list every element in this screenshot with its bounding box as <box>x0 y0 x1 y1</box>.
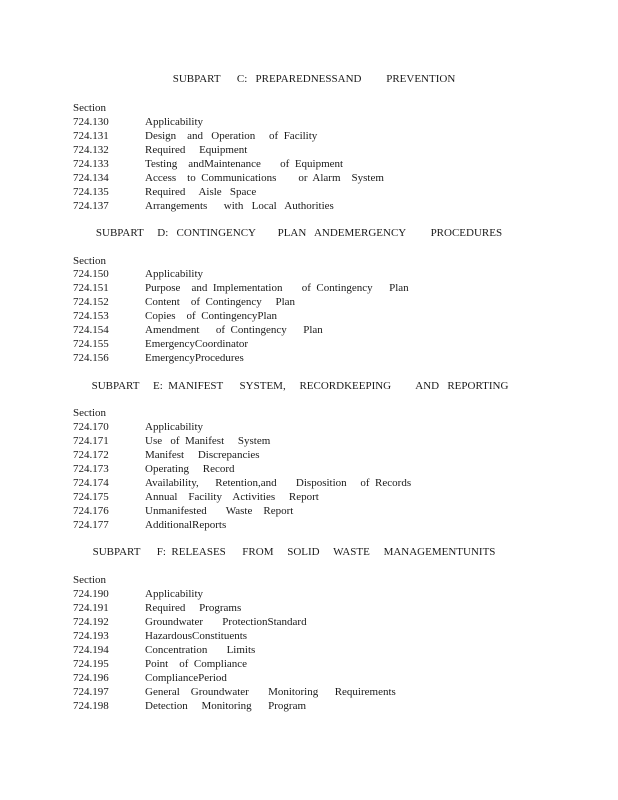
section-title: Unmanifested Waste Report <box>145 505 294 517</box>
section-title: Manifest Discrepancies <box>145 449 260 461</box>
toc-row <box>73 685 593 699</box>
toc-row <box>73 643 593 657</box>
section-number: 724.194 <box>73 644 109 656</box>
section-number: 724.137 <box>73 200 109 212</box>
section-title: Content of Contingency Plan <box>145 296 296 308</box>
section-number: 724.154 <box>73 324 109 336</box>
toc-row <box>73 504 593 518</box>
section-title: EmergencyProcedures <box>145 352 244 364</box>
toc-row <box>73 434 593 448</box>
section-title: Groundwater ProtectionStandard <box>145 616 307 628</box>
section-title: Applicability <box>145 588 204 600</box>
toc-row <box>73 699 593 713</box>
section-number: 724.150 <box>73 268 109 280</box>
toc-row <box>73 143 593 157</box>
section-title: General Groundwater Monitoring Requirements <box>145 686 396 698</box>
toc-row <box>73 129 593 143</box>
section-title: Applicability <box>145 268 204 280</box>
section-title: Required Equipment <box>145 144 248 156</box>
section-title: Required Programs <box>145 602 242 614</box>
section-title: Detection Monitoring Program <box>145 700 307 712</box>
toc-row <box>73 615 593 629</box>
section-label: Section <box>73 102 106 114</box>
section-title: Access to Communications or Alarm System <box>145 172 384 184</box>
section-title: Concentration Limits <box>145 644 256 656</box>
toc-row <box>73 281 593 295</box>
section-number: 724.153 <box>73 310 109 322</box>
toc-row <box>73 518 593 532</box>
toc-row <box>73 462 593 476</box>
section-title: Arrangements with Local Authorities <box>145 200 334 212</box>
section-title: Operating Record <box>145 463 235 475</box>
subpart-heading: SUBPART C: PREPAREDNESSAND PREVENTION <box>172 73 456 85</box>
section-label: Section <box>73 255 106 267</box>
toc-row <box>73 629 593 643</box>
section-number: 724.174 <box>73 477 109 489</box>
section-number: 724.193 <box>73 630 109 642</box>
toc-row <box>73 185 593 199</box>
section-number: 724.170 <box>73 421 109 433</box>
section-number: 724.196 <box>73 672 109 684</box>
subpart-heading: SUBPART D: CONTINGENCY PLAN ANDEMERGENCY PROCEDURES <box>95 227 503 239</box>
section-number: 724.197 <box>73 686 109 698</box>
toc-row <box>73 351 593 365</box>
section-title: Design and Operation of Facility <box>145 130 318 142</box>
section-number: 724.151 <box>73 282 109 294</box>
section-title: Use of Manifest System <box>145 435 271 447</box>
section-title: Availability, Retention,and Disposition of Records <box>145 477 412 489</box>
section-title: Applicability <box>145 116 204 128</box>
section-number: 724.171 <box>73 435 109 447</box>
section-number: 724.177 <box>73 519 109 531</box>
section-title: CompliancePeriod <box>145 672 227 684</box>
section-title: Applicability <box>145 421 204 433</box>
toc-row <box>73 295 593 309</box>
section-title: AdditionalReports <box>145 519 227 531</box>
toc-row <box>73 587 593 601</box>
toc-row <box>73 309 593 323</box>
section-number: 724.190 <box>73 588 109 600</box>
section-number: 724.130 <box>73 116 109 128</box>
section-title: Amendment of Contingency Plan <box>145 324 323 336</box>
section-number: 724.156 <box>73 352 109 364</box>
section-number: 724.198 <box>73 700 109 712</box>
section-title: Testing andMaintenance of Equipment <box>145 158 344 170</box>
toc-row <box>73 420 593 434</box>
toc-row <box>73 490 593 504</box>
subpart-heading: SUBPART F: RELEASES FROM SOLID WASTE MANAGEMENTUNITS <box>92 546 496 558</box>
section-number: 724.155 <box>73 338 109 350</box>
toc-row <box>73 199 593 213</box>
toc-row <box>73 171 593 185</box>
toc-row <box>73 657 593 671</box>
toc-row <box>73 671 593 685</box>
section-number: 724.191 <box>73 602 109 614</box>
section-title: Annual Facility Activities Report <box>145 491 319 503</box>
section-number: 724.134 <box>73 172 109 184</box>
toc-row <box>73 448 593 462</box>
subpart-heading: SUBPART E: MANIFEST SYSTEM, RECORDKEEPING AND REPORTING <box>91 380 509 392</box>
section-number: 724.131 <box>73 130 109 142</box>
section-title: Point of Compliance <box>145 658 248 670</box>
section-label: Section <box>73 574 106 586</box>
section-title: Copies of ContingencyPlan <box>145 310 277 322</box>
section-number: 724.132 <box>73 144 109 156</box>
toc-row <box>73 157 593 171</box>
section-title: Required Aisle Space <box>145 186 257 198</box>
section-number: 724.176 <box>73 505 109 517</box>
section-number: 724.173 <box>73 463 109 475</box>
section-title: EmergencyCoordinator <box>145 338 249 350</box>
section-number: 724.152 <box>73 296 109 308</box>
toc-row <box>73 267 593 281</box>
toc-row <box>73 337 593 351</box>
section-title: HazardousConstituents <box>145 630 248 642</box>
section-number: 724.135 <box>73 186 109 198</box>
section-title: Purpose and Implementation of Contingency Plan <box>145 282 409 294</box>
section-number: 724.175 <box>73 491 109 503</box>
section-label: Section <box>73 407 106 419</box>
section-number: 724.172 <box>73 449 109 461</box>
toc-row <box>73 115 593 129</box>
toc-row <box>73 323 593 337</box>
section-number: 724.192 <box>73 616 109 628</box>
section-number: 724.195 <box>73 658 109 670</box>
toc-row <box>73 476 593 490</box>
section-number: 724.133 <box>73 158 109 170</box>
toc-row <box>73 601 593 615</box>
